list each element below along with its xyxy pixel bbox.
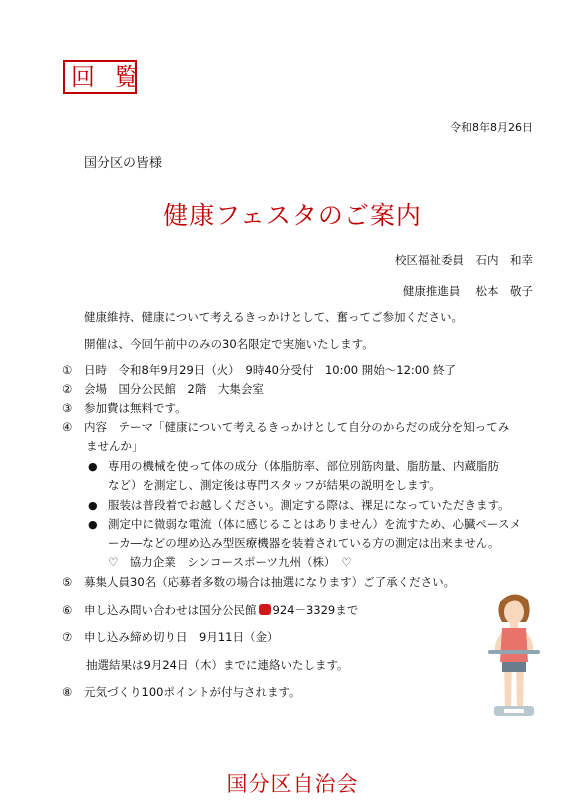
intro-line-2: 開催は、今回午前中のみの30名限定で実施いたします。 — [84, 337, 374, 351]
item-number: ④ — [62, 420, 73, 434]
sponsor-line: ♡ 協力企業 シンコースポーツ九州（株） ♡ — [108, 555, 352, 569]
bullet-text: 測定中に微弱な電流（体に感じることはありません）を流すため、心臓ペースメ — [108, 517, 521, 531]
sender-welfare-committee: 校区福祉委員 石内 和幸 — [395, 253, 533, 267]
bullet-text: 服装は普段着でお越しください。測定する際は、裸足になっていただきます。 — [108, 498, 510, 512]
sender-health-promoter: 健康推進員 松本 敬子 — [402, 284, 533, 298]
bullet-item-measurement — [88, 458, 499, 474]
item-text: 申し込み締め切り日 9月11日（金） — [84, 630, 279, 644]
bullet-item-pacemaker — [88, 516, 521, 532]
item-text: 日時 令和8年9月29日（火） 9時40分受付 10:00 開始～12:00 終了 — [84, 363, 457, 377]
footer-organization: 国分区自治会 — [226, 772, 359, 796]
item-text: 元気づくり100ポイントが付与されます。 — [84, 685, 301, 699]
item-text: 募集人員30名（応募者多数の場合は抽選になります）ご了承ください。 — [84, 575, 456, 589]
item-text: 参加費は無料です。 — [84, 401, 187, 415]
item-number: ⑥ — [62, 603, 73, 617]
item-text: 内容 テーマ「健康について考えるきっかけとして自分のからだの成分を知ってみ — [84, 420, 510, 434]
bullet-icon: ● — [88, 518, 98, 531]
document-date: 令和8年8月26日 — [450, 121, 533, 134]
bullet-text-continued: など）を測定し、測定後は専門スタッフが結果の説明をします。 — [108, 478, 441, 492]
item-deadline — [62, 629, 278, 645]
item-content-continued: ませんか」 — [86, 439, 144, 453]
item-venue — [62, 381, 264, 397]
addressee: 国分区の皆様 — [84, 156, 163, 171]
item-number: ⑧ — [62, 685, 73, 699]
item-text: 会場 国分公民館 2階 大集会室 — [84, 382, 264, 396]
item-number: ⑤ — [62, 575, 73, 589]
bullet-item-clothing — [88, 497, 510, 513]
item-fee — [62, 400, 187, 416]
lottery-result-line: 抽選結果は9月24日（木）までに連絡いたします。 — [86, 658, 349, 672]
page-title: 健康フェスタのご案内 — [163, 201, 422, 230]
woman-exercising-illustration — [478, 588, 550, 728]
item-points — [62, 684, 301, 700]
bullet-text: 専用の機械を使って体の成分（体脂肪率、部位別筋肉量、脂肪量、内蔵脂肪 — [108, 459, 499, 473]
phone-icon — [259, 604, 271, 615]
item-number: ② — [62, 382, 73, 396]
bullet-text-continued: ーカ―などの埋め込み型医療機器を装着されている方の測定は出来ません。 — [108, 536, 500, 550]
bullet-icon: ● — [88, 499, 98, 512]
item-number: ⑦ — [62, 630, 73, 644]
intro-line-1: 健康維持、健康について考えるきっかけとして、奮ってご参加ください。 — [84, 310, 464, 324]
item-number: ③ — [62, 401, 73, 415]
item-inquiry — [62, 602, 358, 618]
item-capacity — [62, 574, 455, 590]
phone-number: 924－3329まで — [272, 603, 359, 617]
circulation-stamp: 回 覧 — [63, 60, 137, 94]
bullet-icon: ● — [88, 460, 98, 473]
item-content — [62, 419, 509, 435]
item-datetime — [62, 362, 456, 378]
item-number: ① — [62, 363, 73, 377]
item-text: 申し込み問い合わせは国分公民館 — [84, 603, 257, 617]
